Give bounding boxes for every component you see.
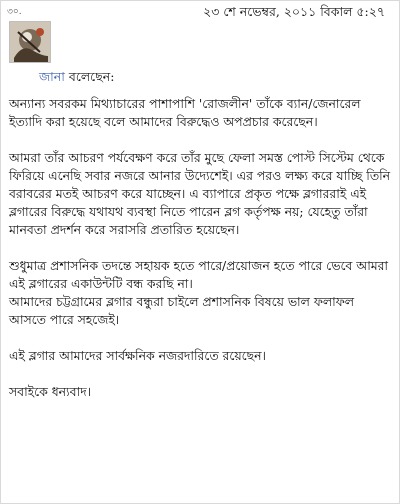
- comment-paragraph: আমরা তাঁর আচরণ পর্যবেক্ষণ করে তাঁর মুছে ফেলা সমস্ত পোস্ট সিস্টেম থেকে ফিরিয়ে এনেছি সবার নজরে আনার উদ্যেশেই। এর পরও লক্ষ্য করে যাচ্ছি তিনি বরাবরের মতই আচরণ করে যাচ্ছেন। এ ব্যাপারে প্রকৃত পক্ষে ব্লগাররাই এই ব্লগারের বিরুদ্ধে যথাযথ ব্যবস্থা নিতে পারেন ব্লগ কর্তৃপক্ষ নয়; যেহেতু তাঁরা মানবতা প্রদর্শন করে সরাসরি প্রতারিত হয়েছেন।: [9, 150, 391, 237]
- comment-body: [9, 95, 393, 401]
- author-line: [39, 69, 114, 89]
- avatar[interactable]: [9, 21, 51, 63]
- said-label: বলেছেন:: [68, 69, 115, 84]
- comment-number: ৩০.: [7, 7, 22, 17]
- comment-paragraph: সবাইকে ধন্যবাদ।: [9, 384, 92, 399]
- comment-paragraph: শুধুমাত্র প্রশাসনিক তদন্তে সহায়ক হতে পারে/প্রয়োজন হতে পারে ভেবে আমরা এই ব্লগারের একাউন্টটি বন্ধ করছি না। আমাদের চট্টগ্রামের ব্লগার বন্ধুরা চাইলে প্রশাসনিক বিষয়ে ভাল ফলাফল আসতে পারে সহজেই।: [9, 258, 389, 327]
- avatar-image: [10, 22, 50, 62]
- comment-timestamp: ২৩ শে নভেম্বর, ২০১১ বিকাল ৫:২৭: [203, 4, 385, 19]
- comment-paragraph: এই ব্লগার আমাদের সার্বক্ষনিক নজরদারিতে রয়েছেন।: [9, 348, 266, 363]
- comment-paragraph: অন্যান্য সবরকম মিথ্যাচারের পাশাপাশি 'রোজলীন' তাঁকে ব্যান/জেনারেল ইত্যাদি করা হয়েছে বলে আমাদের বিরুদ্ধেও অপপ্রচার করেছেন।: [9, 96, 361, 129]
- author-link[interactable]: জানা: [39, 69, 65, 84]
